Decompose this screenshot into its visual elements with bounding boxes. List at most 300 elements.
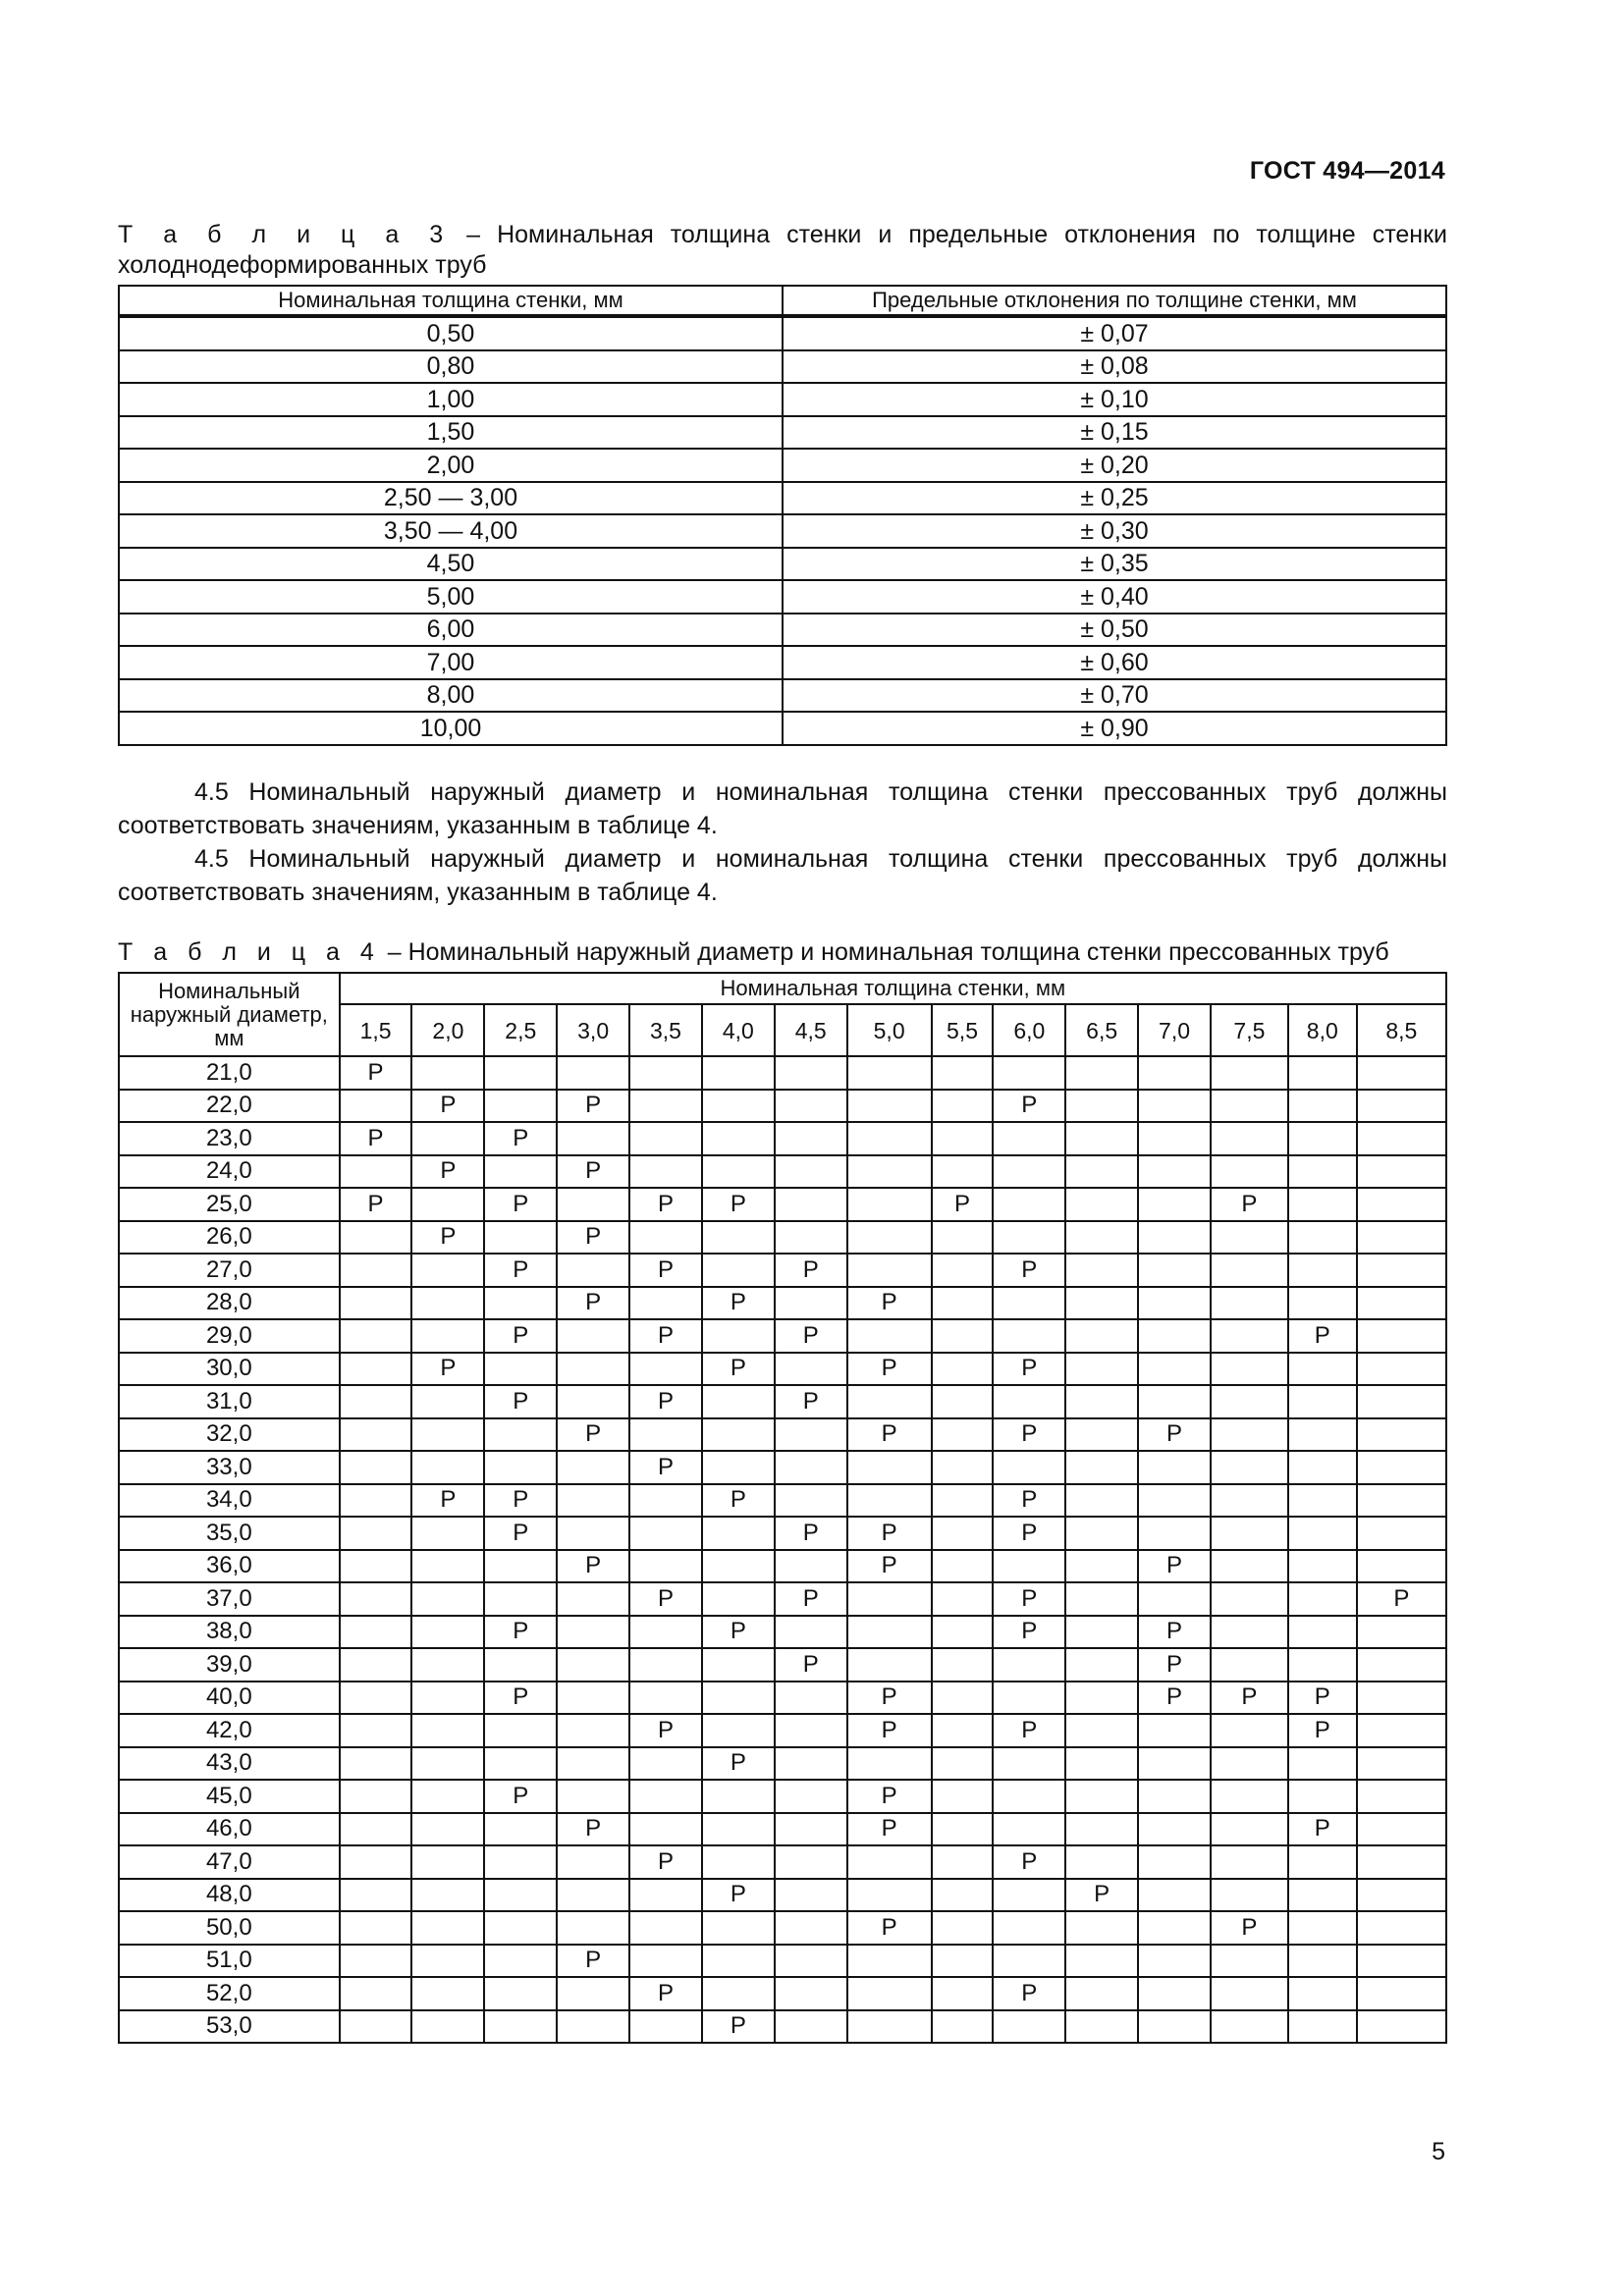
availability-cell bbox=[411, 1682, 484, 1715]
availability-cell bbox=[1288, 1254, 1357, 1287]
table-row bbox=[119, 350, 1446, 384]
diameter-cell: 33,0 bbox=[119, 1451, 340, 1484]
availability-cell: Р bbox=[340, 1056, 412, 1090]
availability-cell bbox=[1288, 2010, 1357, 2044]
availability-cell: Р bbox=[629, 1714, 702, 1747]
availability-cell bbox=[1211, 1550, 1288, 1583]
availability-cell bbox=[1288, 1977, 1357, 2010]
availability-cell bbox=[1211, 1385, 1288, 1418]
availability-cell bbox=[1357, 1484, 1446, 1518]
availability-cell bbox=[411, 1056, 484, 1090]
thickness-header-cell: 3,0 bbox=[557, 1004, 629, 1056]
availability-cell bbox=[1288, 1353, 1357, 1386]
availability-cell bbox=[775, 1977, 847, 2010]
availability-cell bbox=[629, 1813, 702, 1846]
availability-cell bbox=[629, 1616, 702, 1649]
availability-cell bbox=[340, 1582, 412, 1616]
availability-cell: Р bbox=[847, 1287, 932, 1320]
paragraph: 4.5 Номинальный наружный диаметр и номинальная толщина стенки прессованных труб должны соответствовать значениям, указанным в таблице 4. bbox=[118, 778, 1447, 839]
availability-cell bbox=[629, 1911, 702, 1945]
diameter-cell: 25,0 bbox=[119, 1188, 340, 1221]
availability-cell bbox=[1288, 1385, 1357, 1418]
availability-cell bbox=[1357, 1682, 1446, 1715]
availability-cell bbox=[629, 2010, 702, 2044]
availability-cell bbox=[1288, 1090, 1357, 1123]
availability-cell bbox=[847, 1122, 932, 1155]
availability-cell bbox=[1211, 1122, 1288, 1155]
availability-cell bbox=[629, 1155, 702, 1189]
availability-cell bbox=[932, 1484, 994, 1518]
availability-cell: Р bbox=[557, 1221, 629, 1255]
availability-cell: Р bbox=[411, 1155, 484, 1189]
availability-cell bbox=[775, 1090, 847, 1123]
availability-cell bbox=[1138, 1287, 1211, 1320]
availability-cell bbox=[1211, 1418, 1288, 1452]
availability-cell bbox=[932, 1879, 994, 1912]
availability-cell bbox=[557, 1582, 629, 1616]
availability-cell bbox=[629, 1122, 702, 1155]
availability-cell bbox=[411, 2010, 484, 2044]
availability-cell bbox=[484, 1090, 557, 1123]
availability-cell bbox=[847, 1845, 932, 1879]
availability-cell bbox=[557, 1616, 629, 1649]
availability-cell: Р bbox=[1065, 1879, 1138, 1912]
availability-cell bbox=[411, 1616, 484, 1649]
availability-cell: Р bbox=[484, 1188, 557, 1221]
availability-cell bbox=[932, 1977, 994, 2010]
availability-cell bbox=[1065, 1155, 1138, 1189]
availability-cell: Р bbox=[1288, 1813, 1357, 1846]
availability-cell bbox=[1357, 1188, 1446, 1221]
availability-cell bbox=[1065, 1484, 1138, 1518]
availability-cell bbox=[932, 1616, 994, 1649]
availability-cell bbox=[1288, 1418, 1357, 1452]
availability-cell bbox=[1138, 1221, 1211, 1255]
availability-cell bbox=[1138, 1582, 1211, 1616]
availability-cell bbox=[629, 1550, 702, 1583]
availability-cell bbox=[557, 1747, 629, 1781]
availability-cell bbox=[1288, 1879, 1357, 1912]
availability-cell bbox=[1138, 1385, 1211, 1418]
thickness-cell: 5,00 bbox=[119, 580, 783, 614]
availability-cell bbox=[1357, 1945, 1446, 1978]
table-row bbox=[119, 580, 1446, 614]
availability-cell: Р bbox=[993, 1254, 1065, 1287]
availability-cell bbox=[775, 1616, 847, 1649]
availability-cell bbox=[1288, 1056, 1357, 1090]
availability-cell bbox=[1065, 1550, 1138, 1583]
availability-cell bbox=[1211, 1287, 1288, 1320]
availability-cell: Р bbox=[1138, 1648, 1211, 1682]
availability-cell: Р bbox=[775, 1254, 847, 1287]
availability-cell bbox=[775, 1780, 847, 1813]
diameter-cell: 38,0 bbox=[119, 1616, 340, 1649]
availability-cell bbox=[775, 1451, 847, 1484]
diameter-cell: 42,0 bbox=[119, 1714, 340, 1747]
availability-cell: Р bbox=[1211, 1911, 1288, 1945]
availability-cell bbox=[993, 1188, 1065, 1221]
availability-cell: Р bbox=[484, 1319, 557, 1353]
availability-cell: Р bbox=[340, 1188, 412, 1221]
thickness-cell: 1,00 bbox=[119, 383, 783, 416]
table-row bbox=[119, 1155, 1446, 1189]
availability-cell bbox=[702, 1714, 775, 1747]
availability-cell bbox=[557, 1254, 629, 1287]
availability-cell bbox=[702, 1845, 775, 1879]
availability-cell bbox=[993, 1155, 1065, 1189]
availability-cell bbox=[847, 1451, 932, 1484]
table-row bbox=[119, 482, 1446, 515]
availability-cell bbox=[775, 1714, 847, 1747]
availability-cell bbox=[629, 1221, 702, 1255]
table-row bbox=[119, 1287, 1446, 1320]
availability-cell bbox=[484, 1813, 557, 1846]
availability-cell bbox=[411, 1648, 484, 1682]
diameter-cell: 37,0 bbox=[119, 1582, 340, 1616]
thickness-cell: 2,00 bbox=[119, 449, 783, 482]
availability-cell bbox=[1065, 1714, 1138, 1747]
availability-cell bbox=[775, 1845, 847, 1879]
availability-cell: Р bbox=[702, 1353, 775, 1386]
availability-cell bbox=[1357, 1648, 1446, 1682]
availability-cell bbox=[557, 1517, 629, 1550]
availability-cell: Р bbox=[629, 1254, 702, 1287]
availability-cell bbox=[1288, 1451, 1357, 1484]
tolerance-cell: ± 0,10 bbox=[783, 383, 1446, 416]
availability-cell bbox=[993, 1879, 1065, 1912]
availability-cell bbox=[847, 1385, 932, 1418]
availability-cell bbox=[775, 1122, 847, 1155]
table4-header-thickness-group: Номинальная толщина стенки, мм bbox=[340, 973, 1446, 1004]
availability-cell bbox=[702, 1945, 775, 1978]
availability-cell: Р bbox=[993, 1353, 1065, 1386]
availability-cell bbox=[629, 1353, 702, 1386]
availability-cell bbox=[340, 1682, 412, 1715]
availability-cell bbox=[775, 1155, 847, 1189]
availability-cell bbox=[1138, 1977, 1211, 2010]
tolerance-cell: ± 0,35 bbox=[783, 548, 1446, 581]
diameter-cell: 29,0 bbox=[119, 1319, 340, 1353]
availability-cell bbox=[775, 1879, 847, 1912]
availability-cell bbox=[1357, 1517, 1446, 1550]
availability-cell bbox=[629, 1780, 702, 1813]
availability-cell bbox=[932, 1353, 994, 1386]
availability-cell bbox=[1357, 1977, 1446, 2010]
availability-cell bbox=[702, 1254, 775, 1287]
availability-cell bbox=[847, 1747, 932, 1781]
availability-cell bbox=[775, 1911, 847, 1945]
availability-cell: Р bbox=[993, 1582, 1065, 1616]
tolerance-cell: ± 0,25 bbox=[783, 482, 1446, 515]
availability-cell bbox=[411, 1747, 484, 1781]
availability-cell bbox=[1357, 1911, 1446, 1945]
availability-cell bbox=[702, 1648, 775, 1682]
availability-cell bbox=[1065, 1977, 1138, 2010]
availability-cell bbox=[702, 1221, 775, 1255]
availability-cell bbox=[629, 1517, 702, 1550]
availability-cell bbox=[411, 1582, 484, 1616]
availability-cell bbox=[1211, 1845, 1288, 1879]
availability-cell bbox=[340, 1254, 412, 1287]
table-row bbox=[119, 1616, 1446, 1649]
availability-cell bbox=[411, 1517, 484, 1550]
availability-cell bbox=[1065, 1648, 1138, 1682]
availability-cell bbox=[1211, 1517, 1288, 1550]
availability-cell bbox=[1288, 1780, 1357, 1813]
thickness-header-cell: 7,0 bbox=[1138, 1004, 1211, 1056]
availability-cell bbox=[932, 1287, 994, 1320]
tolerance-cell: ± 0,70 bbox=[783, 679, 1446, 713]
diameter-cell: 48,0 bbox=[119, 1879, 340, 1912]
availability-cell bbox=[993, 1451, 1065, 1484]
availability-cell: Р bbox=[1138, 1418, 1211, 1452]
availability-cell bbox=[1357, 2010, 1446, 2044]
availability-cell bbox=[411, 1813, 484, 1846]
availability-cell bbox=[1288, 1582, 1357, 1616]
table-row bbox=[119, 1780, 1446, 1813]
availability-cell bbox=[932, 1319, 994, 1353]
availability-cell bbox=[1065, 1582, 1138, 1616]
table-row bbox=[119, 1484, 1446, 1518]
availability-cell bbox=[1138, 1845, 1211, 1879]
table-row bbox=[119, 1188, 1446, 1221]
availability-cell bbox=[1065, 1813, 1138, 1846]
body-text bbox=[118, 775, 1447, 909]
table4-caption-text: – Номинальный наружный диаметр и номинальная толщина стенки прессованных труб bbox=[380, 938, 1389, 966]
thickness-header-cell: 5,0 bbox=[847, 1004, 932, 1056]
availability-cell bbox=[1288, 1484, 1357, 1518]
table-row bbox=[119, 1714, 1446, 1747]
availability-cell: Р bbox=[702, 1484, 775, 1518]
availability-cell: Р bbox=[411, 1221, 484, 1255]
availability-cell bbox=[847, 1616, 932, 1649]
availability-cell: Р bbox=[557, 1287, 629, 1320]
table-row bbox=[119, 1747, 1446, 1781]
diameter-cell: 47,0 bbox=[119, 1845, 340, 1879]
table3-header-thickness: Номинальная толщина стенки, мм bbox=[119, 286, 783, 316]
thickness-cell: 0,80 bbox=[119, 350, 783, 384]
availability-cell bbox=[484, 1582, 557, 1616]
availability-cell bbox=[340, 1517, 412, 1550]
thickness-header-cell: 2,0 bbox=[411, 1004, 484, 1056]
availability-cell: Р bbox=[702, 2010, 775, 2044]
availability-cell bbox=[340, 1319, 412, 1353]
table-row bbox=[119, 1845, 1446, 1879]
availability-cell: Р bbox=[993, 1714, 1065, 1747]
availability-cell: Р bbox=[629, 1977, 702, 2010]
thickness-header-cell: 4,5 bbox=[775, 1004, 847, 1056]
availability-cell bbox=[932, 1747, 994, 1781]
availability-cell bbox=[484, 1714, 557, 1747]
availability-cell: Р bbox=[557, 1090, 629, 1123]
availability-cell bbox=[1065, 1517, 1138, 1550]
availability-cell bbox=[484, 1977, 557, 2010]
availability-cell bbox=[702, 1122, 775, 1155]
availability-cell bbox=[993, 1221, 1065, 1255]
availability-cell bbox=[1357, 1780, 1446, 1813]
availability-cell bbox=[1065, 1254, 1138, 1287]
availability-cell bbox=[557, 1682, 629, 1715]
tolerance-cell: ± 0,40 bbox=[783, 580, 1446, 614]
availability-cell: Р bbox=[993, 1484, 1065, 1518]
availability-cell: Р bbox=[847, 1911, 932, 1945]
tolerance-cell: ± 0,90 bbox=[783, 712, 1446, 745]
availability-cell bbox=[557, 1879, 629, 1912]
availability-cell bbox=[411, 1911, 484, 1945]
availability-cell bbox=[411, 1780, 484, 1813]
diameter-cell: 50,0 bbox=[119, 1911, 340, 1945]
diameter-cell: 34,0 bbox=[119, 1484, 340, 1518]
availability-cell bbox=[775, 1221, 847, 1255]
availability-cell bbox=[932, 1648, 994, 1682]
availability-cell: Р bbox=[557, 1418, 629, 1452]
availability-cell bbox=[557, 1122, 629, 1155]
availability-cell bbox=[775, 1056, 847, 1090]
availability-cell: Р bbox=[847, 1517, 932, 1550]
availability-cell bbox=[1211, 1353, 1288, 1386]
availability-cell bbox=[1138, 1780, 1211, 1813]
availability-cell bbox=[629, 1090, 702, 1123]
availability-cell bbox=[1138, 1879, 1211, 1912]
table-row bbox=[119, 1056, 1446, 1090]
availability-cell: Р bbox=[484, 1385, 557, 1418]
availability-cell bbox=[411, 1188, 484, 1221]
availability-cell bbox=[484, 1451, 557, 1484]
availability-cell bbox=[1138, 1911, 1211, 1945]
availability-cell bbox=[932, 1155, 994, 1189]
availability-cell bbox=[1357, 1155, 1446, 1189]
diameter-cell: 21,0 bbox=[119, 1056, 340, 1090]
availability-cell bbox=[775, 1287, 847, 1320]
availability-cell bbox=[1138, 1747, 1211, 1781]
availability-cell bbox=[1288, 1188, 1357, 1221]
availability-cell: Р bbox=[702, 1287, 775, 1320]
table-row bbox=[119, 1254, 1446, 1287]
availability-cell bbox=[1288, 1122, 1357, 1155]
availability-cell bbox=[557, 1319, 629, 1353]
availability-cell bbox=[932, 1682, 994, 1715]
availability-cell bbox=[411, 1945, 484, 1978]
availability-cell: Р bbox=[993, 1517, 1065, 1550]
availability-cell bbox=[993, 1287, 1065, 1320]
availability-cell bbox=[847, 1484, 932, 1518]
table-row bbox=[119, 449, 1446, 482]
availability-cell bbox=[1357, 1056, 1446, 1090]
availability-cell bbox=[340, 1353, 412, 1386]
diameter-cell: 24,0 bbox=[119, 1155, 340, 1189]
availability-cell bbox=[557, 1451, 629, 1484]
availability-cell: Р bbox=[1288, 1714, 1357, 1747]
availability-cell bbox=[1065, 1945, 1138, 1978]
table3 bbox=[118, 285, 1447, 746]
availability-cell bbox=[1065, 1056, 1138, 1090]
availability-cell bbox=[557, 1648, 629, 1682]
availability-cell bbox=[411, 1122, 484, 1155]
availability-cell bbox=[775, 1418, 847, 1452]
availability-cell bbox=[847, 1155, 932, 1189]
availability-cell bbox=[1065, 1319, 1138, 1353]
availability-cell bbox=[932, 1780, 994, 1813]
availability-cell bbox=[702, 1319, 775, 1353]
table-row bbox=[119, 1353, 1446, 1386]
tolerance-cell: ± 0,15 bbox=[783, 416, 1446, 450]
table-row bbox=[119, 1221, 1446, 1255]
availability-cell bbox=[557, 1484, 629, 1518]
table4-caption bbox=[118, 937, 1447, 968]
availability-cell bbox=[1138, 1813, 1211, 1846]
availability-cell bbox=[1065, 1188, 1138, 1221]
thickness-cell: 0,50 bbox=[119, 316, 783, 350]
availability-cell bbox=[1065, 1287, 1138, 1320]
diameter-cell: 53,0 bbox=[119, 2010, 340, 2044]
availability-cell bbox=[629, 1682, 702, 1715]
availability-cell bbox=[484, 1287, 557, 1320]
diameter-cell: 31,0 bbox=[119, 1385, 340, 1418]
availability-cell bbox=[340, 1385, 412, 1418]
tolerance-cell: ± 0,08 bbox=[783, 350, 1446, 384]
availability-cell bbox=[1211, 1056, 1288, 1090]
availability-cell bbox=[702, 1451, 775, 1484]
availability-cell bbox=[993, 1813, 1065, 1846]
table3-caption bbox=[118, 220, 1447, 281]
availability-cell bbox=[1288, 1845, 1357, 1879]
availability-cell bbox=[993, 1682, 1065, 1715]
availability-cell: Р bbox=[629, 1188, 702, 1221]
thickness-header-cell: 3,5 bbox=[629, 1004, 702, 1056]
availability-cell bbox=[340, 1780, 412, 1813]
availability-cell bbox=[847, 1254, 932, 1287]
availability-cell bbox=[340, 1714, 412, 1747]
availability-cell bbox=[1065, 2010, 1138, 2044]
availability-cell bbox=[484, 1418, 557, 1452]
availability-cell: Р bbox=[484, 1122, 557, 1155]
availability-cell bbox=[1065, 1911, 1138, 1945]
availability-cell bbox=[1357, 1879, 1446, 1912]
availability-cell bbox=[340, 1550, 412, 1583]
availability-cell bbox=[1288, 1550, 1357, 1583]
availability-cell bbox=[1211, 1221, 1288, 1255]
availability-cell bbox=[340, 1747, 412, 1781]
diameter-cell: 40,0 bbox=[119, 1682, 340, 1715]
availability-cell bbox=[1065, 1616, 1138, 1649]
availability-cell bbox=[484, 1056, 557, 1090]
availability-cell bbox=[932, 1254, 994, 1287]
availability-cell: Р bbox=[1211, 1188, 1288, 1221]
tolerance-cell: ± 0,30 bbox=[783, 514, 1446, 548]
availability-cell bbox=[1211, 1582, 1288, 1616]
availability-cell bbox=[993, 1780, 1065, 1813]
availability-cell bbox=[484, 1353, 557, 1386]
availability-cell bbox=[1288, 1945, 1357, 1978]
availability-cell bbox=[702, 1155, 775, 1189]
availability-cell bbox=[932, 1451, 994, 1484]
table-row bbox=[119, 1550, 1446, 1583]
availability-cell bbox=[1065, 1090, 1138, 1123]
availability-cell bbox=[340, 1648, 412, 1682]
availability-cell bbox=[847, 1221, 932, 1255]
availability-cell bbox=[1357, 1813, 1446, 1846]
availability-cell: Р bbox=[993, 1977, 1065, 2010]
availability-cell bbox=[484, 1648, 557, 1682]
availability-cell bbox=[1211, 2010, 1288, 2044]
availability-cell bbox=[629, 1747, 702, 1781]
availability-cell bbox=[775, 1747, 847, 1781]
availability-cell bbox=[775, 1353, 847, 1386]
availability-cell bbox=[484, 1911, 557, 1945]
availability-cell bbox=[340, 1616, 412, 1649]
availability-cell: Р bbox=[702, 1879, 775, 1912]
availability-cell bbox=[484, 2010, 557, 2044]
